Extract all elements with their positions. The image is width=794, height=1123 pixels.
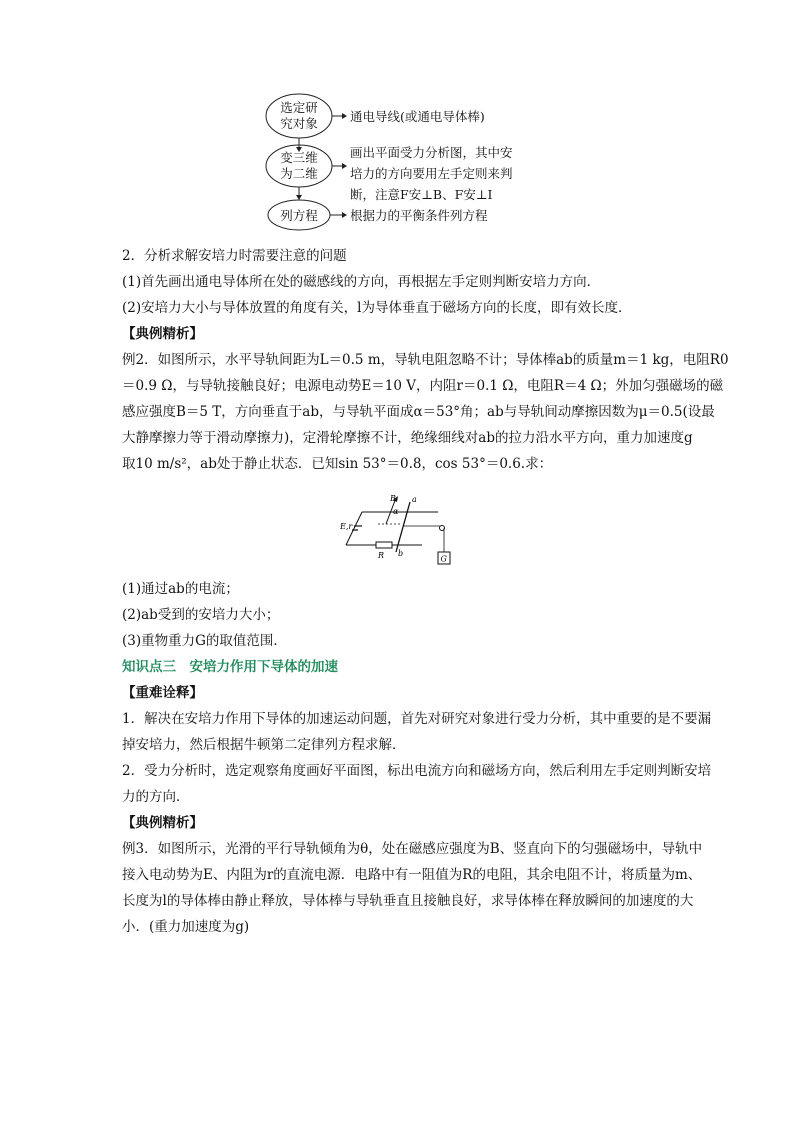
flow-note-3: 根据力的平衡条件列方程 [350,208,488,223]
label-G: G [440,554,447,564]
flow-arrowhead-right-3 [342,212,347,218]
rail-circuit-figure [340,490,465,570]
label-B: B [390,494,396,503]
label-R: R [378,551,385,560]
label-alpha: α [393,507,399,516]
section3-p1-line2: 掉安培力，然后根据牛顿第二定律列方程求解． [122,737,406,753]
part2-heading: 2．分析求解安培力时需要注意的问题 [122,248,347,264]
section3-p2-line2: 力的方向． [122,789,190,805]
example2-questions [122,576,712,940]
example2-q1: (1)通过ab的电流； [122,581,239,597]
section3-subheading: 【重难诠释】 [122,685,203,701]
example-heading-1: 【典例精析】 [122,326,203,342]
part2-block [122,243,729,477]
example2-line3: 感应强度B＝5 T，方向垂直于ab，与导轨平面成α＝53°角；ab与导轨间动摩擦因数为μ＝0.5(设最 [122,404,715,420]
example2-line5: 取10 m/s²，ab处于静止状态．已知sin 53°＝0.8，cos 53°＝0.6.求： [122,456,553,472]
resistor-R [376,542,392,548]
section3-p1-line1: 1．解决在安培力作用下导体的加速运动问题，首先对研究对象进行受力分析，其中重要的是不要漏 [122,711,712,727]
flow-oval1-line1: 选定研 [280,100,318,115]
flow-box3-text: 列方程 [280,208,318,223]
label-a: a [412,495,417,504]
flow-note-2-line2: 培力的方向要用左手定则来判 [350,166,513,181]
section3-p2-line1: 2．受力分析时，选定观察角度画好平面图，标出电流方向和磁场方向，然后利用左手定则判断安培 [122,763,712,779]
part2-point1: (1)首先画出通电导体所在处的磁感线的方向，再根据左手定则判断安培力方向． [122,274,601,290]
flow-note-2 [350,142,513,205]
flow-note-1: 通电导线(或通电导体棒) [350,109,485,124]
part2-point2: (2)安培力大小与导体放置的角度有关，l为导体垂直于磁场方向的长度，即有效长度． [122,300,632,316]
flow-note-2-line1: 画出平面受力分析图，其中安 [350,145,513,160]
example3-line2: 接入电动势为E、内阻为r的直流电源．电路中有一阻值为R的电阻，其余电阻不计，将质量为m、 [122,867,702,883]
example2-line4: 大静摩擦力等于滑动摩擦力)，定滑轮摩擦不计，绝缘细线对ab的拉力沿水平方向，重力加速度g [122,430,693,446]
label-E-r: E,r [340,522,353,531]
flow-arrowhead-down-2 [296,195,302,200]
example3-line1: 例3．如图所示，光滑的平行导轨倾角为θ，处在磁感应强度为B、竖直向下的匀强磁场中，导轨中 [122,841,703,857]
example3-line4: 小．(重力加速度为g) [122,919,250,935]
flow-note-2-line3: 断，注意F安⊥B、F安⊥I [350,187,493,202]
flow-oval2-line2: 为二维 [280,166,318,181]
example2-line1: 例2．如图所示，水平导轨间距为L＝0.5 m，导轨电阻忽略不计；导体棒ab的质量m＝1 kg，电阻R0 [122,352,729,368]
example2-q3: (3)重物重力G的取值范围． [122,633,287,649]
label-b: b [398,549,404,558]
flow-arrowhead-right-2 [342,163,347,169]
flow-arrowhead-right-1 [342,113,347,119]
example3-line3: 长度为l的导体棒由静止释放，导体棒与导轨垂直且接触良好，求导体棒在释放瞬间的加速度的大 [122,893,694,909]
example2-line2: ＝0.9 Ω，与导轨接触良好；电源电动势E＝10 V，内阻r＝0.1 Ω，电阻R＝4 Ω；外加匀强磁场的磁 [122,378,724,394]
flow-oval1-line2: 究对象 [280,116,318,131]
flow-oval2-line1: 变三维 [280,150,318,165]
example2-q2: (2)ab受到的安培力大小； [122,607,280,623]
section3-title: 知识点三 安培力作用下导体的加速 [122,659,338,675]
example-heading-2: 【典例精析】 [122,815,203,831]
